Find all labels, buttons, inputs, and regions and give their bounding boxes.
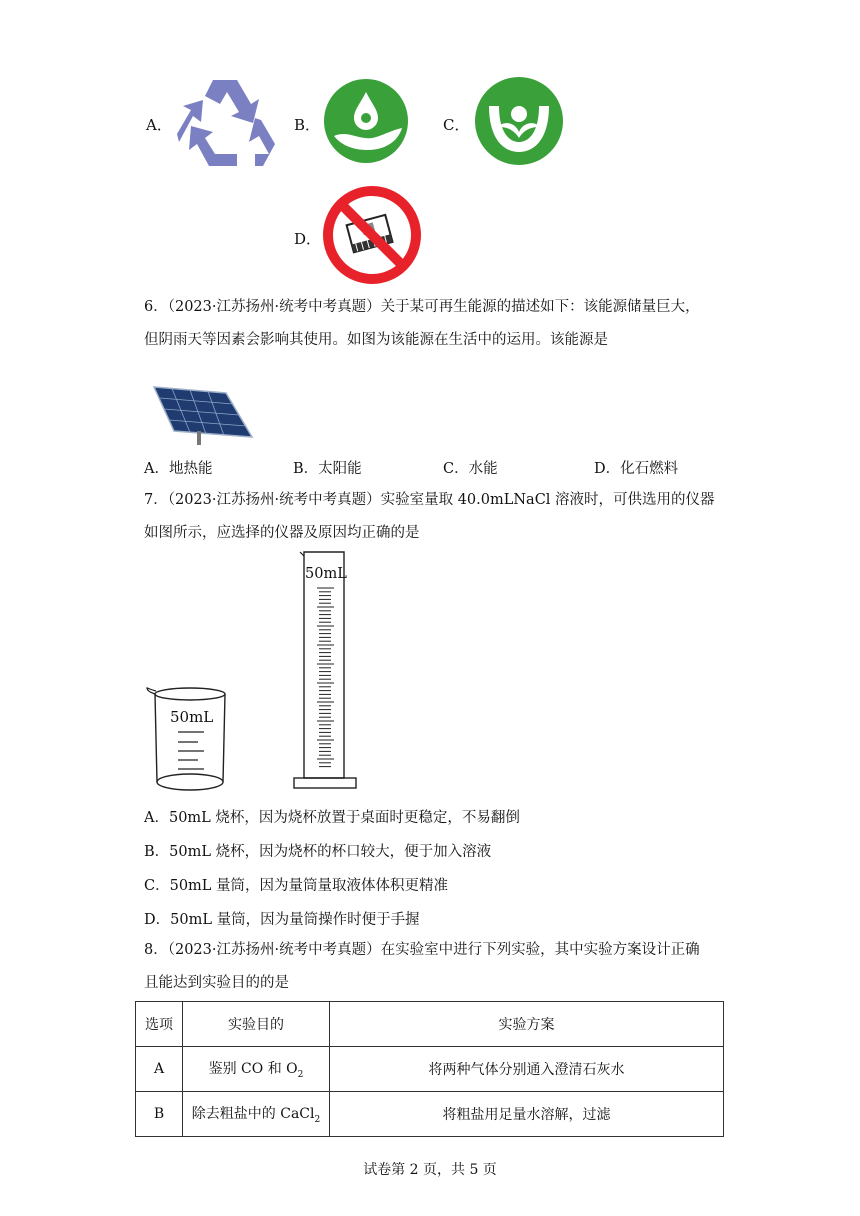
beaker-capacity-label: 50mL [170, 708, 214, 726]
header-plan: 实验方案 [330, 1002, 724, 1047]
header-goal: 实验目的 [183, 1002, 330, 1047]
row-plan: 将两种气体分别通入澄清石灰水 [330, 1047, 724, 1092]
cylinder-capacity-label: 50mL [305, 566, 347, 582]
option-d-label: D． [294, 230, 322, 248]
option-a-label: A． [146, 116, 172, 134]
q6-choice-c[interactable]: C．水能 [443, 461, 498, 477]
table-row [136, 1092, 724, 1137]
q8-stem-line1: 8．（2023·江苏扬州·统考中考真题）在实验室中进行下列实验，其中实验方案设计正确 [144, 942, 700, 958]
row-plan: 将粗盐用足量水溶解，过滤 [330, 1092, 724, 1137]
graduated-cylinder-image [292, 548, 358, 792]
q6-stem-line1: 6．（2023·江苏扬州·统考中考真题）关于某可再生能源的描述如下：该能源储量巨大， [144, 299, 700, 315]
water-saving-icon [322, 78, 410, 164]
q7-choice-d[interactable]: D．50mL 量筒，因为量筒操作时便于手握 [144, 912, 420, 928]
row-goal: 除去粗盐中的 CaCl$_2$ [183, 1092, 330, 1137]
recycle-icon [175, 76, 279, 170]
green-food-icon [473, 76, 565, 166]
page-footer: 试卷第 2 页，共 5 页 [363, 1162, 497, 1178]
q6-choice-a[interactable]: A．地热能 [144, 461, 213, 477]
row-option: B [136, 1092, 183, 1137]
option-c-label: C． [443, 116, 470, 134]
table-header-row [136, 1002, 724, 1047]
experiment-table [135, 1001, 724, 1137]
q6-choice-b[interactable]: B．太阳能 [293, 461, 362, 477]
beaker-image [144, 684, 232, 796]
solar-panel-image [150, 383, 256, 447]
q7-choice-b[interactable]: B．50mL 烧杯，因为烧杯的杯口较大，便于加入溶液 [144, 844, 492, 860]
header-option: 选项 [136, 1002, 183, 1047]
q7-stem-line1: 7．（2023·江苏扬州·统考中考真题）实验室量取 40.0mLNaCl 溶液时，可供选用的仪器 [144, 492, 715, 508]
no-fire-icon [320, 183, 424, 287]
q6-choice-d[interactable]: D．化石燃料 [594, 461, 679, 477]
q7-stem-line2: 如图所示，应选择的仪器及原因均正确的是 [144, 525, 420, 541]
q7-choice-c[interactable]: C．50mL 量筒，因为量筒量取液体体积更精准 [144, 878, 449, 894]
row-option: A [136, 1047, 183, 1092]
row-goal: 鉴别 CO 和 $O_2$ [183, 1047, 330, 1092]
q8-stem-line2: 且能达到实验目的的是 [144, 975, 289, 991]
option-b-label: B． [294, 116, 321, 134]
q6-stem-line2: 但阴雨天等因素会影响其使用。如图为该能源在生活中的运用。该能源是 [144, 332, 608, 348]
table-row [136, 1047, 724, 1092]
q7-choice-a[interactable]: A．50mL 烧杯，因为烧杯放置于桌面时更稳定，不易翻倒 [144, 810, 520, 826]
